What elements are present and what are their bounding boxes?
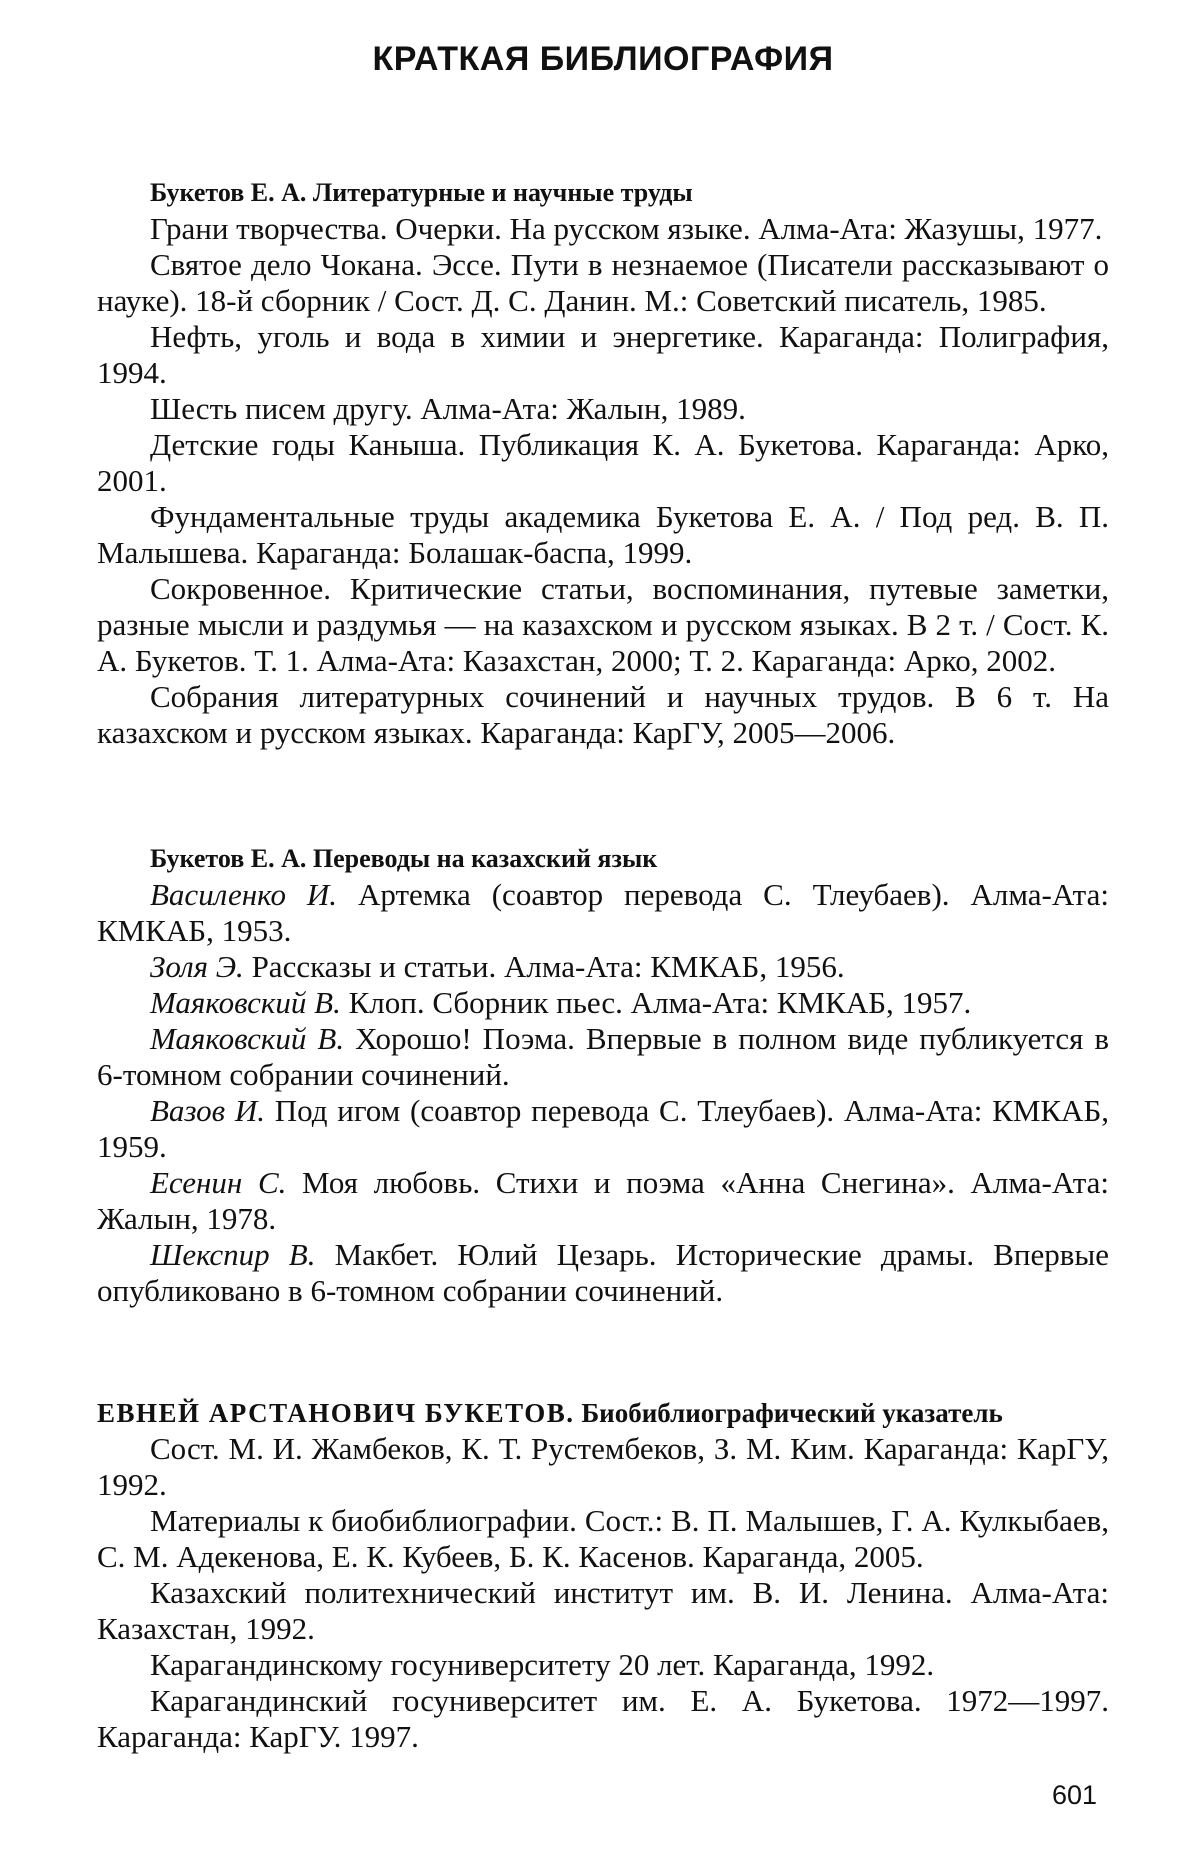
section-literary-works	[97, 175, 1109, 751]
list-item: Нефть, уголь и вода в химии и энергетике. Караганда: Полиграфия, 1994.	[97, 319, 1109, 391]
entry-author: Маяковский В.	[150, 1021, 344, 1056]
list-item: Фундаментальные труды академика Букетова Е. А. / Под ред. В. П. Малышева. Караганда: Болашак-баспа, 1999.	[97, 499, 1109, 571]
list-item: Собрания литературных сочинений и научных трудов. В 6 т. На казахском и русском языках. Караганда: КарГУ, 2005—2006.	[97, 679, 1109, 751]
list-item: Сокровенное. Критические статьи, воспоминания, путевые заметки, разные мысли и раздумья — на казахском и русском языках. В 2 т. / Сост. К. А. Букетов. Т. 1. Алма-Ата: Казахстан, 2000; Т. 2. Караганда: Арко, 2002.	[97, 571, 1109, 679]
list-item: Шесть писем другу. Алма-Ата: Жалын, 1989.	[97, 391, 1109, 427]
section-heading: ЕВНЕЙ АРСТАНОВИЧ БУКЕТОВ. Биобиблиографический указатель	[97, 1395, 1109, 1431]
section-translations	[97, 841, 1109, 1309]
list-item: Святое дело Чокана. Эссе. Пути в незнаемое (Писатели рассказывают о науке). 18-й сборник / Сост. Д. С. Данин. М.: Советский писатель, 1985.	[97, 247, 1109, 319]
list-item: Казахский политехнический институт им. В. И. Ленина. Алма-Ата: Казахстан, 1992.	[97, 1575, 1109, 1647]
list-item: Карагандинский госуниверситет им. Е. А. Букетова. 1972—1997. Караганда: КарГУ. 1997.	[97, 1683, 1109, 1755]
bibliography-page	[97, 30, 1109, 1755]
list-item: Маяковский В. Клоп. Сборник пьес. Алма-Ата: КМКАБ, 1957.	[97, 985, 1109, 1021]
list-item: Сост. М. И. Жамбеков, К. Т. Рустембеков, З. М. Ким. Караганда: КарГУ, 1992.	[97, 1431, 1109, 1503]
section-heading: Букетов Е. А. Переводы на казахский язык	[97, 841, 1109, 877]
section-biobibliography	[97, 1395, 1109, 1755]
list-item: Золя Э. Рассказы и статьи. Алма-Ата: КМКАБ, 1956.	[97, 949, 1109, 985]
list-item: Василенко И. Артемка (соавтор перевода С. Тлеубаев). Алма-Ата: КМКАБ, 1953.	[97, 877, 1109, 949]
page-number: 601	[1052, 1780, 1097, 1811]
list-item: Есенин С. Моя любовь. Стихи и поэма «Анна Снегина». Алма-Ата: Жалын, 1978.	[97, 1165, 1109, 1237]
list-item: Карагандинскому госуниверситету 20 лет. Караганда, 1992.	[97, 1647, 1109, 1683]
list-item: Материалы к биобиблиографии. Сост.: В. П. Малышев, Г. А. Кулкыбаев, С. М. Адекенова, Е. К. Кубеев, Б. К. Касенов. Караганда, 2005.	[97, 1503, 1109, 1575]
section-heading: Букетов Е. А. Литературные и научные труды	[97, 175, 1109, 211]
list-item: Шекспир В. Макбет. Юлий Цезарь. Исторические драмы. Впервые опубликовано в 6-томном собрании сочинений.	[97, 1237, 1109, 1309]
list-item: Детские годы Каныша. Публикация К. А. Букетова. Караганда: Арко, 2001.	[97, 427, 1109, 499]
entry-author: Маяковский В.	[150, 985, 341, 1020]
entry-author: Шекспир В.	[150, 1237, 315, 1272]
entry-author: Вазов И.	[150, 1093, 265, 1128]
entry-author: Василенко И.	[150, 877, 337, 912]
entry-author: Золя Э.	[150, 949, 244, 984]
entry-author: Есенин С.	[150, 1165, 286, 1200]
page-title: КРАТКАЯ БИБЛИОГРАФИЯ	[97, 40, 1109, 79]
list-item: Грани творчества. Очерки. На русском языке. Алма-Ата: Жазушы, 1977.	[97, 211, 1109, 247]
list-item: Маяковский В. Хорошо! Поэма. Впервые в полном виде публикуется в 6-томном собрании сочинений.	[97, 1021, 1109, 1093]
list-item: Вазов И. Под игом (соавтор перевода С. Тлеубаев). Алма-Ата: КМКАБ, 1959.	[97, 1093, 1109, 1165]
